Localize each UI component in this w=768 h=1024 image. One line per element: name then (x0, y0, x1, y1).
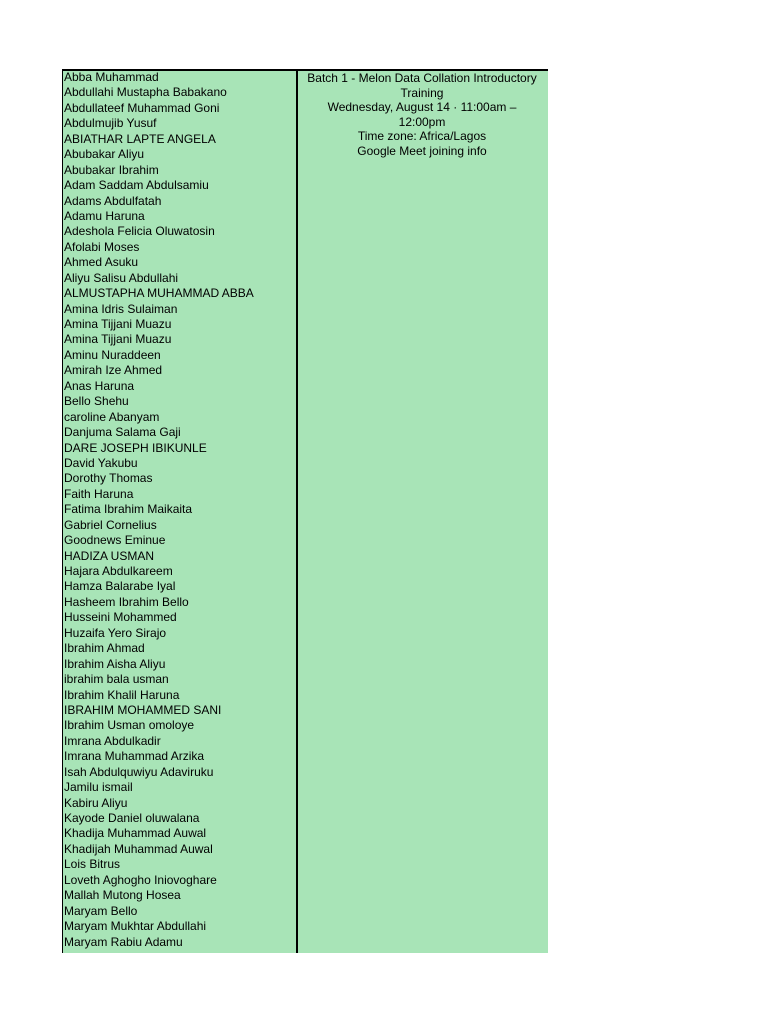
name-cell: Ibrahim Aisha Aliyu (64, 656, 166, 671)
name-cell: Mallah Mutong Hosea (64, 888, 181, 903)
name-cell: Lois Bitrus (64, 857, 121, 872)
name-cell: Fatima Ibrahim Maikaita (64, 502, 193, 517)
name-cell: Aminu Nuraddeen (64, 347, 161, 362)
name-cell: Ibrahim Khalil Haruna (64, 687, 180, 702)
name-cell: Bello Shehu (64, 394, 129, 409)
name-cell: Abubakar Aliyu (64, 147, 145, 162)
name-cell: Maryam Mukhtar Abdullahi (64, 919, 207, 934)
name-cell: Abdulmujib Yusuf (64, 116, 157, 131)
name-cell: Hajara Abdulkareem (64, 564, 173, 578)
name-cell: Danjuma Salama Gaji (64, 425, 181, 440)
name-cell: Ahmed Asuku (64, 255, 139, 270)
name-cell: Adam Saddam Abdulsamiu (64, 178, 209, 193)
name-cell: Adeshola Felicia Oluwatosin (64, 224, 215, 239)
name-cell: Abubakar Ibrahim (64, 162, 159, 177)
name-cell: Husseini Mohammed (64, 610, 177, 625)
name-cell: Maryam Rabiu Adamu (64, 934, 183, 949)
name-cell: Amirah Ize Ahmed (64, 363, 163, 378)
name-cell: Amina Tijjani Muazu (64, 317, 172, 331)
table-left-border (62, 69, 63, 953)
name-cell: ABIATHAR LAPTE ANGELA (64, 131, 216, 146)
name-cell: Abdullateef Muhammad Goni (64, 100, 220, 115)
name-cell: Adamu Haruna (64, 208, 145, 223)
name-cell: Gabriel Cornelius (64, 517, 157, 532)
event-title-line2: Training (400, 85, 444, 100)
event-date-line1: Wednesday, August 14 · 11:00am – (327, 100, 517, 114)
name-cell: DARE JOSEPH IBIKUNLE (64, 440, 207, 455)
name-cell: Afolabi Moses (64, 239, 140, 254)
name-cell: Amina Tijjani Muazu (64, 332, 172, 347)
name-cell: ibrahim bala usman (64, 672, 169, 687)
name-cell: Hamza Balarabe Iyal (64, 579, 176, 594)
event-date-line2: 12:00pm (398, 114, 446, 129)
name-cell: IBRAHIM MOHAMMED SANI (64, 702, 222, 717)
name-cell: Ibrahim Usman omoloye (64, 718, 195, 733)
column-divider (296, 69, 298, 953)
event-timezone: Time zone: Africa/Lagos (357, 129, 487, 143)
name-cell: Goodnews Eminue (64, 533, 166, 548)
event-meet-info: Google Meet joining info (357, 143, 487, 158)
name-cell: Maryam Bello (64, 903, 138, 918)
name-cell: David Yakubu (64, 455, 138, 470)
name-cell: Kabiru Aliyu (64, 795, 128, 810)
name-cell: Jamilu ismail (64, 780, 133, 795)
name-cell: Imrana Muhammad Arzika (64, 749, 205, 764)
name-cell: Faith Haruna (64, 486, 134, 501)
event-info-cell (298, 71, 546, 158)
event-title-line1: Batch 1 - Melon Data Collation Introductory (307, 71, 537, 85)
name-cell: Abba Muhammad (64, 70, 159, 84)
name-cell: Anas Haruna (64, 378, 135, 393)
name-cell: Amina Idris Sulaiman (64, 301, 178, 316)
name-cell: Huzaifa Yero Sirajo (64, 625, 167, 640)
name-cell: Kayode Daniel oluwalana (64, 811, 200, 825)
name-cell: Hasheem Ibrahim Bello (64, 594, 189, 609)
name-cell: caroline Abanyam (64, 409, 160, 424)
name-cell: Khadijah Muhammad Auwal (64, 841, 213, 856)
name-cell: Aliyu Salisu Abdullahi (64, 270, 179, 285)
name-cell: Adams Abdulfatah (64, 193, 162, 208)
name-cell: Khadija Muhammad Auwal (64, 826, 207, 841)
name-cell: Abdullahi Mustapha Babakano (64, 85, 227, 100)
name-cell: Dorothy Thomas (64, 471, 153, 486)
name-cell: Imrana Abdulkadir (64, 733, 161, 748)
name-cell: ALMUSTAPHA MUHAMMAD ABBA (64, 286, 254, 301)
name-cell: Ibrahim Ahmad (64, 641, 145, 656)
name-cell: Loveth Aghogho Iniovoghare (64, 872, 217, 887)
names-column (64, 70, 294, 950)
name-cell: HADIZA USMAN (64, 548, 155, 563)
name-cell: Isah Abdulquwiyu Adaviruku (64, 764, 214, 779)
